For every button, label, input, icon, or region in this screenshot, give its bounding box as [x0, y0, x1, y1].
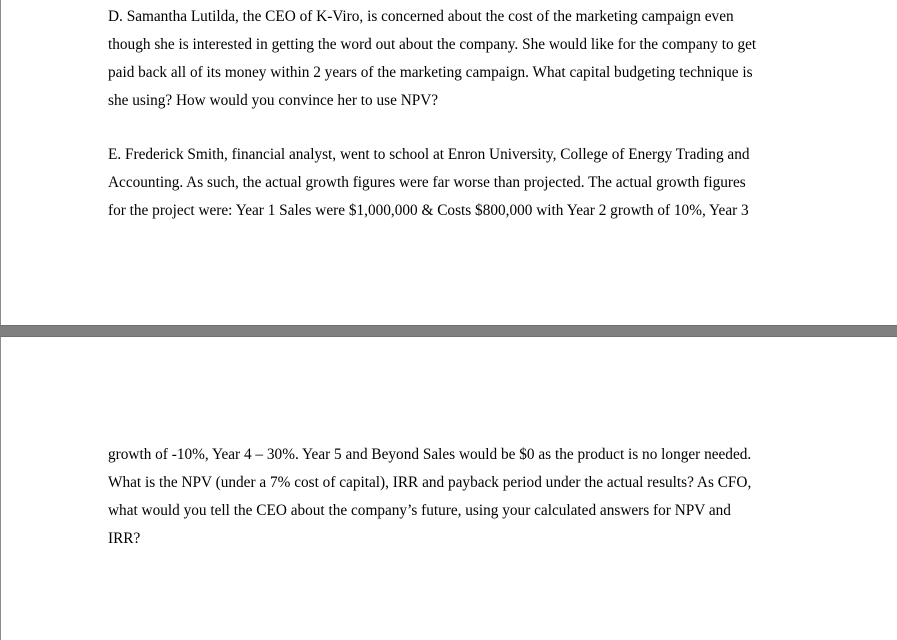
paragraph-d-line-1: D. Samantha Lutilda, the CEO of K-Viro, is concerned about the cost of the marketing campaign even	[108, 8, 734, 25]
paragraph-d	[108, 3, 808, 115]
paragraph-d-line-3: paid back all of its money within 2 years of the marketing campaign. What capital budgeting technique is	[108, 64, 753, 81]
paragraph-e-continued	[108, 441, 808, 553]
paragraph-d-line-2: though she is interested in getting the word out about the company. She would like for the company to get	[108, 36, 757, 53]
paragraph-e	[108, 141, 808, 225]
page-2	[0, 337, 897, 640]
page-separator	[0, 325, 897, 337]
paragraph-d-line-4: she using? How would you convince her to use NPV?	[108, 92, 439, 109]
paragraph-e-line-3: for the project were: Year 1 Sales were $1,000,000 & Costs $800,000 with Year 2 growth of 10%, Year 3	[108, 202, 749, 219]
paragraph-e-continued-line-4: IRR?	[108, 530, 141, 547]
paragraph-e-continued-line-1: growth of -10%, Year 4 – 30%. Year 5 and Beyond Sales would be $0 as the product is no longer needed.	[108, 446, 752, 463]
paragraph-e-line-1: E. Frederick Smith, financial analyst, went to school at Enron University, College of Energy Trading and	[108, 146, 750, 163]
paragraph-e-continued-line-3: what would you tell the CEO about the company’s future, using your calculated answers for NPV and	[108, 502, 731, 519]
paragraph-e-line-2: Accounting. As such, the actual growth figures were far worse than projected. The actual growth figures	[108, 174, 746, 191]
paragraph-e-continued-line-2: What is the NPV (under a 7% cost of capital), IRR and payback period under the actual results? As CFO,	[108, 474, 752, 491]
